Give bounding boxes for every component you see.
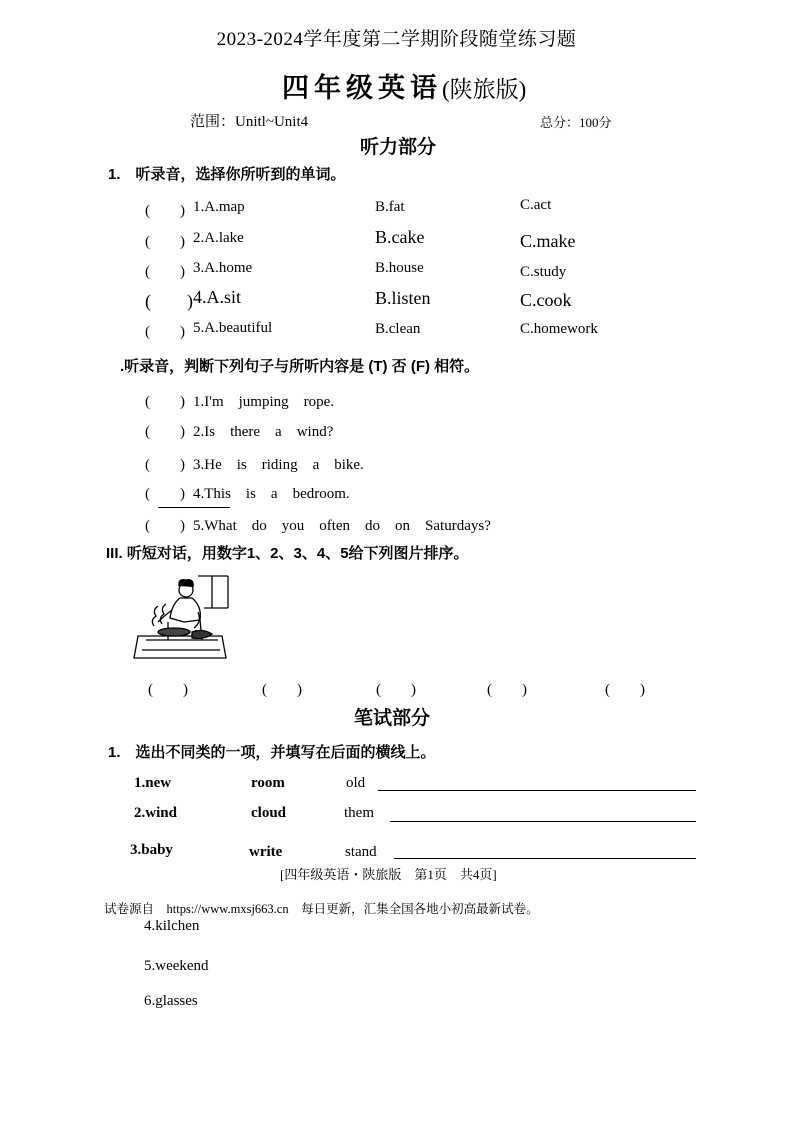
option-c: C.study [520,264,567,280]
writing-q1-heading: 1. 选出不同类的一项，并填写在后面的横线上。 [108,744,436,761]
answer-paren: ( ) [145,324,185,340]
option-a: 3.A.home [193,260,253,276]
word-b: write [249,844,283,860]
option-a: 1.A.map [193,199,245,215]
statement-text: 1.I'm jumping rope. [193,394,335,410]
answer-paren: ( ) [145,203,185,219]
source-note: 试卷源自 https://www.mxsj663.cn 每日更新，汇集全国各地小初高最新试卷。 [104,902,539,916]
scope-label: 范围：Unitl~Unit4 [190,114,309,130]
q2-heading: .听录音，判断下列句子与所听内容是 (T) 否 (F) 相符。 [120,358,480,375]
order-blank[interactable]: ( ) [262,682,302,698]
order-blank[interactable]: ( ) [487,682,527,698]
q1-heading: 1. 听录音，选择你所听到的单词。 [108,166,346,183]
answer-paren: ( ) [145,424,185,440]
option-a: 4.A.sit [193,287,242,307]
answer-line[interactable] [390,821,696,822]
answer-paren: ( ) [145,234,185,250]
writing-section-title: 笔试部分 [354,708,431,729]
word-b: room [251,775,285,791]
option-b: B.house [375,260,424,276]
divider-line [158,507,230,508]
word-c: them [344,805,374,821]
word-b: cloud [251,805,287,821]
order-blank[interactable]: ( ) [605,682,645,698]
listening-section-title: 听力部分 [360,137,437,158]
order-blank[interactable]: ( ) [148,682,188,698]
page-footer: [四年级英语・陕旅版 第1页 共4页] [280,867,497,882]
option-b: B.cake [375,227,425,247]
order-blank[interactable]: ( ) [376,682,416,698]
answer-paren: ( ) [145,518,185,534]
word-c: old [346,775,366,791]
statement-text: 4.This is a bedroom. [193,486,350,502]
exam-year-title: 2023-2024学年度第二学期阶段随堂练习题 [216,29,577,50]
overflow-item: 4.kilchen [144,918,200,934]
answer-paren: ( ) [145,264,185,280]
woman-cooking-illustration [128,570,230,666]
answer-paren: ( ) [145,457,185,473]
word-a: 1.new [134,775,172,791]
q3-heading: III. 听短对话，用数字1、2、3、4、5给下列图片排序。 [106,545,469,562]
overflow-item: 6.glasses [144,993,198,1009]
word-a: 2.wind [134,805,177,821]
overflow-item: 5.weekend [144,958,209,974]
answer-line[interactable] [378,790,696,791]
answer-paren: ( ) [145,394,185,410]
main-title: 四年级英语 [282,73,442,103]
option-c: C.cook [520,290,572,310]
total-score: 总分：100分 [540,115,612,130]
statement-text: 2.Is there a wind? [193,424,334,440]
option-c: C.make [520,231,576,251]
option-b: B.clean [375,321,421,337]
option-a: 5.A.beautiful [193,320,273,336]
edition-label: (陕旅版) [442,77,527,102]
option-c: C.homework [520,321,598,337]
word-c: stand [345,844,377,860]
option-a: 2.A.lake [193,230,244,246]
option-b: B.listen [375,288,431,308]
answer-line[interactable] [394,858,696,859]
statement-text: 5.What do you often do on Saturdays? [193,518,491,534]
word-a: 3.baby [130,842,173,858]
answer-paren: ( ) [145,291,193,311]
statement-text: 3.He is riding a bike. [193,457,364,473]
answer-paren: ( ) [145,486,185,502]
option-b: B.fat [375,199,405,215]
option-c: C.act [520,197,552,213]
exam-title [282,66,526,105]
